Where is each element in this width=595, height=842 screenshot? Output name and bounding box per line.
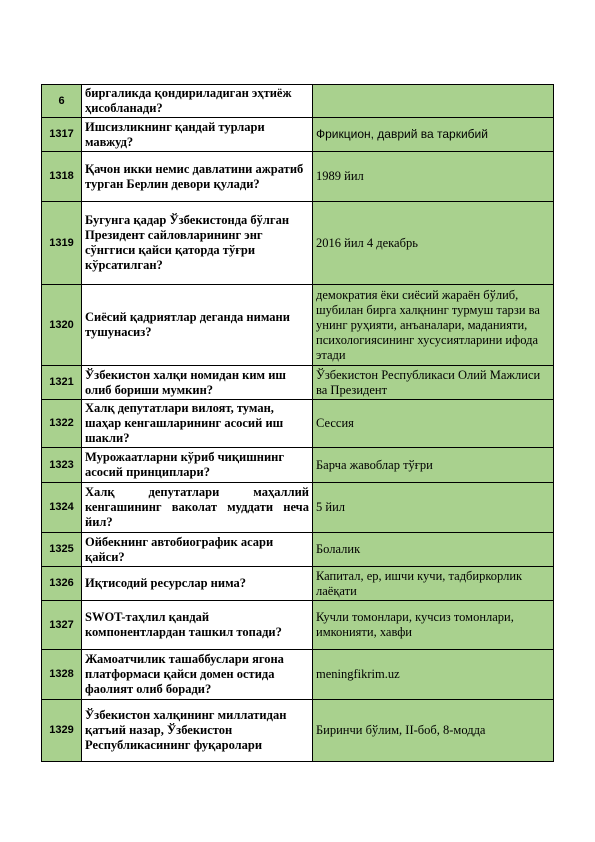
row-number: 1320 — [42, 285, 82, 366]
table-row — [42, 483, 554, 533]
question-cell: биргаликда қондириладиган эҳтиёж ҳисобланади? — [82, 85, 313, 118]
row-number: 1324 — [42, 483, 82, 533]
answer-cell: демократия ёки сиёсий жараён бўлиб, шубилан бирга халқнинг турмуш тарзи ва унинг руҳияти, анъаналари, маданияти, психологиясининг хусусиятларини ифода этади — [313, 285, 554, 366]
qa-table — [41, 84, 554, 762]
table-row — [42, 567, 554, 601]
row-number: 1329 — [42, 700, 82, 762]
answer-cell: Фрикцион, даврий ва таркибий — [313, 118, 554, 152]
question-cell: Халқ депутатлари вилоят, туман, шаҳар кенгашларининг асосий иш шакли? — [82, 400, 313, 448]
answer-cell: Кучли томонлари, кучсиз томонлари, имконияти, хавфи — [313, 601, 554, 650]
answer-cell: meningfikrim.uz — [313, 650, 554, 700]
table-row — [42, 700, 554, 762]
row-number: 1322 — [42, 400, 82, 448]
question-cell: SWOT-таҳлил қандай компонентлардан ташкил топади? — [82, 601, 313, 650]
question-cell: Мурожаатларни кўриб чиқишнинг асосий принциплари? — [82, 448, 313, 483]
question-cell: Қачон икки немис давлатини ажратиб турган Берлин девори қулади? — [82, 152, 313, 202]
table-row — [42, 400, 554, 448]
table-row — [42, 118, 554, 152]
table-row — [42, 448, 554, 483]
row-number: 1317 — [42, 118, 82, 152]
question-cell: Бугунга қадар Ўзбекистонда бўлган Президент сайловларининг энг сўнггиси қайси қаторда тўғри кўрсатилган? — [82, 202, 313, 285]
table-row — [42, 152, 554, 202]
question-cell: Жамоатчилик ташаббуслари ягона платформаси қайси домен остида фаолият олиб боради? — [82, 650, 313, 700]
question-cell: Ўзбекистон халқининг миллатидан қатъий назар, Ўзбекистон Республикасининг фуқаролари — [82, 700, 313, 762]
table-row — [42, 202, 554, 285]
table-row — [42, 650, 554, 700]
answer-cell: 2016 йил 4 декабрь — [313, 202, 554, 285]
answer-cell: 5 йил — [313, 483, 554, 533]
question-cell: Сиёсий қадриятлар деганда нимани тушунасиз? — [82, 285, 313, 366]
question-cell: Ўзбекистон халқи номидан ким иш олиб бориши мумкин? — [82, 366, 313, 400]
answer-cell: Барча жавоблар тўғри — [313, 448, 554, 483]
row-number: 1328 — [42, 650, 82, 700]
row-number: 1327 — [42, 601, 82, 650]
table-row — [42, 85, 554, 118]
table-row — [42, 601, 554, 650]
answer-cell: Биринчи бўлим, II-боб, 8-модда — [313, 700, 554, 762]
table-row — [42, 533, 554, 567]
answer-cell: Капитал, ер, ишчи кучи, тадбиркорлик лаёқати — [313, 567, 554, 601]
answer-cell: Ўзбекистон Республикаси Олий Мажлиси ва Президент — [313, 366, 554, 400]
answer-cell: 1989 йил — [313, 152, 554, 202]
answer-cell: Болалик — [313, 533, 554, 567]
row-number: 1318 — [42, 152, 82, 202]
row-number: 1319 — [42, 202, 82, 285]
answer-cell: Сессия — [313, 400, 554, 448]
question-cell: Халқ депутатлари маҳаллий кенгашининг ваколат муддати неча йил? — [82, 483, 313, 533]
row-number: 1325 — [42, 533, 82, 567]
question-cell: Ойбекнинг автобиографик асари қайси? — [82, 533, 313, 567]
row-number: 1323 — [42, 448, 82, 483]
table-row — [42, 366, 554, 400]
answer-cell — [313, 85, 554, 118]
row-number: 1326 — [42, 567, 82, 601]
row-number: 6 — [42, 85, 82, 118]
row-number: 1321 — [42, 366, 82, 400]
question-cell: Ишсизликнинг қандай турлари мавжуд? — [82, 118, 313, 152]
question-cell: Иқтисодий ресурслар нима? — [82, 567, 313, 601]
table-row — [42, 285, 554, 366]
